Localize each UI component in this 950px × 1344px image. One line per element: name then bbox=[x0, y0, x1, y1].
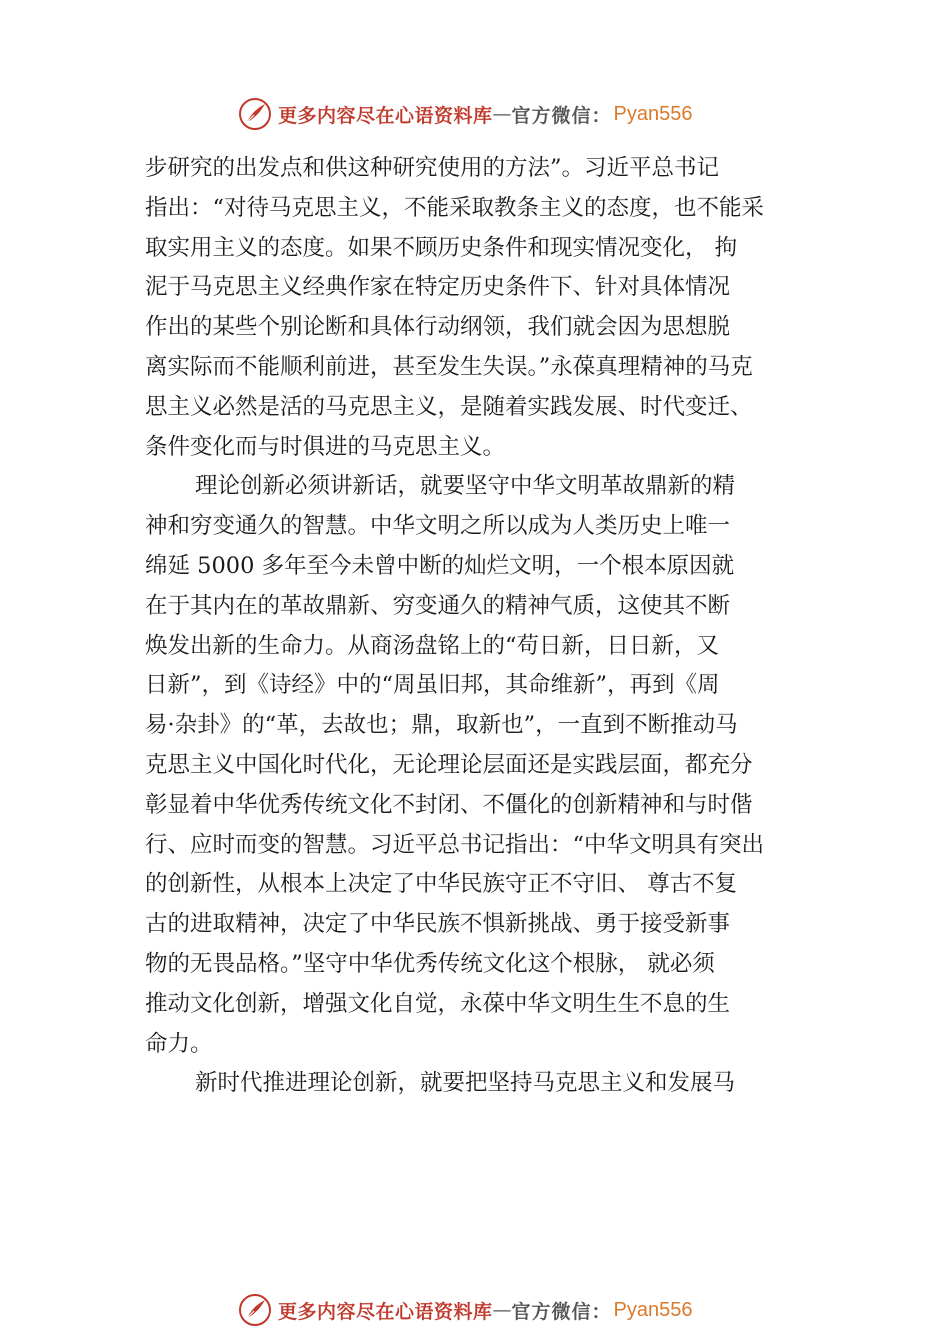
text-line: 泥于马克思主义经典作家在特定历史条件下、针对具体情况 bbox=[145, 274, 731, 301]
text-line: 步研究的出发点和供这种研究使用的方法”。习近平总书记 bbox=[145, 155, 720, 181]
text-line: 古的进取精神，决定了中华民族不惧新挑战、勇于接受新事 bbox=[145, 911, 731, 938]
text-line: 物的无畏品格。”坚守中华优秀传统文化这个根脉， 就必须 bbox=[145, 950, 715, 977]
text-line: 焕发出新的生命力。从商汤盘铭上的“苟日新，日日新，又 bbox=[145, 632, 720, 659]
text-line: 条件变化而与时俱进的马克思主义。 bbox=[145, 433, 506, 460]
text-line: 作出的某些个别论断和具体行动纲领，我们就会因为思想脱 bbox=[145, 314, 731, 341]
document-body bbox=[145, 149, 817, 1104]
text-line: 思主义必然是活的马克思主义，是随着实践发展、时代变迁、 bbox=[145, 393, 753, 420]
watermark-label: 官方微信： bbox=[511, 104, 612, 127]
text-line: 日新”，到《诗经》中的“周虽旧邦，其命维新”，再到《周 bbox=[145, 672, 720, 699]
watermark-id: Pyan556 bbox=[613, 1298, 693, 1321]
footer-watermark bbox=[238, 1290, 693, 1330]
text-line: 取实用主义的态度。如果不顾历史条件和现实情况变化， 拘 bbox=[145, 234, 738, 261]
watermark-label: 官方微信： bbox=[511, 1300, 612, 1323]
text-line: 推动文化创新，增强文化自觉，永葆中华文明生生不息的生 bbox=[145, 990, 731, 1017]
watermark-separator: — bbox=[492, 103, 512, 125]
quill-logo-icon bbox=[238, 1293, 272, 1327]
watermark-main-text: 更多内容尽在心语资料库 bbox=[278, 104, 493, 127]
text-line: 在于其内在的革故鼎新、穷变通久的精神气质，这使其不断 bbox=[145, 592, 731, 619]
paragraph-start-line: 新时代推进理论创新，就要把坚持马克思主义和发展马 bbox=[195, 1070, 736, 1097]
text-line: 离实际而不能顺利前进，甚至发生失误。”永葆真理精神的马克 bbox=[145, 353, 753, 380]
header-watermark bbox=[238, 94, 693, 134]
text-line: 的创新性，从根本上决定了中华民族守正不守旧、 尊古不复 bbox=[145, 871, 738, 898]
text-line: 易·杂卦》的“革，去故也；鼎，取新也”，一直到不断推动马 bbox=[145, 712, 738, 739]
paragraph-start-line: 理论创新必须讲新话，就要坚守中华文明革故鼎新的精 bbox=[195, 473, 736, 500]
quill-logo-icon bbox=[238, 97, 272, 131]
watermark-main-text: 更多内容尽在心语资料库 bbox=[278, 1300, 493, 1323]
watermark-separator: — bbox=[492, 1299, 512, 1321]
text-line: 行、应时而变的智慧。习近平总书记指出：“中华文明具有突出 bbox=[145, 831, 765, 858]
text-line: 命力。 bbox=[145, 1030, 213, 1057]
text-line: 神和穷变通久的智慧。中华文明之所以成为人类历史上唯一 bbox=[145, 513, 731, 540]
text-line: 绵延 5000 多年至今未曾中断的灿烂文明，一个根本原因就 bbox=[145, 552, 735, 579]
text-line: 指出：“对待马克思主义，不能采取教条主义的态度，也不能采 bbox=[145, 194, 765, 221]
text-line: 彰显着中华优秀传统文化不封闭、不僵化的创新精神和与时偕 bbox=[145, 791, 753, 818]
text-line: 克思主义中国化时代化，无论理论层面还是实践层面，都充分 bbox=[145, 751, 753, 778]
watermark-id: Pyan556 bbox=[613, 102, 693, 125]
